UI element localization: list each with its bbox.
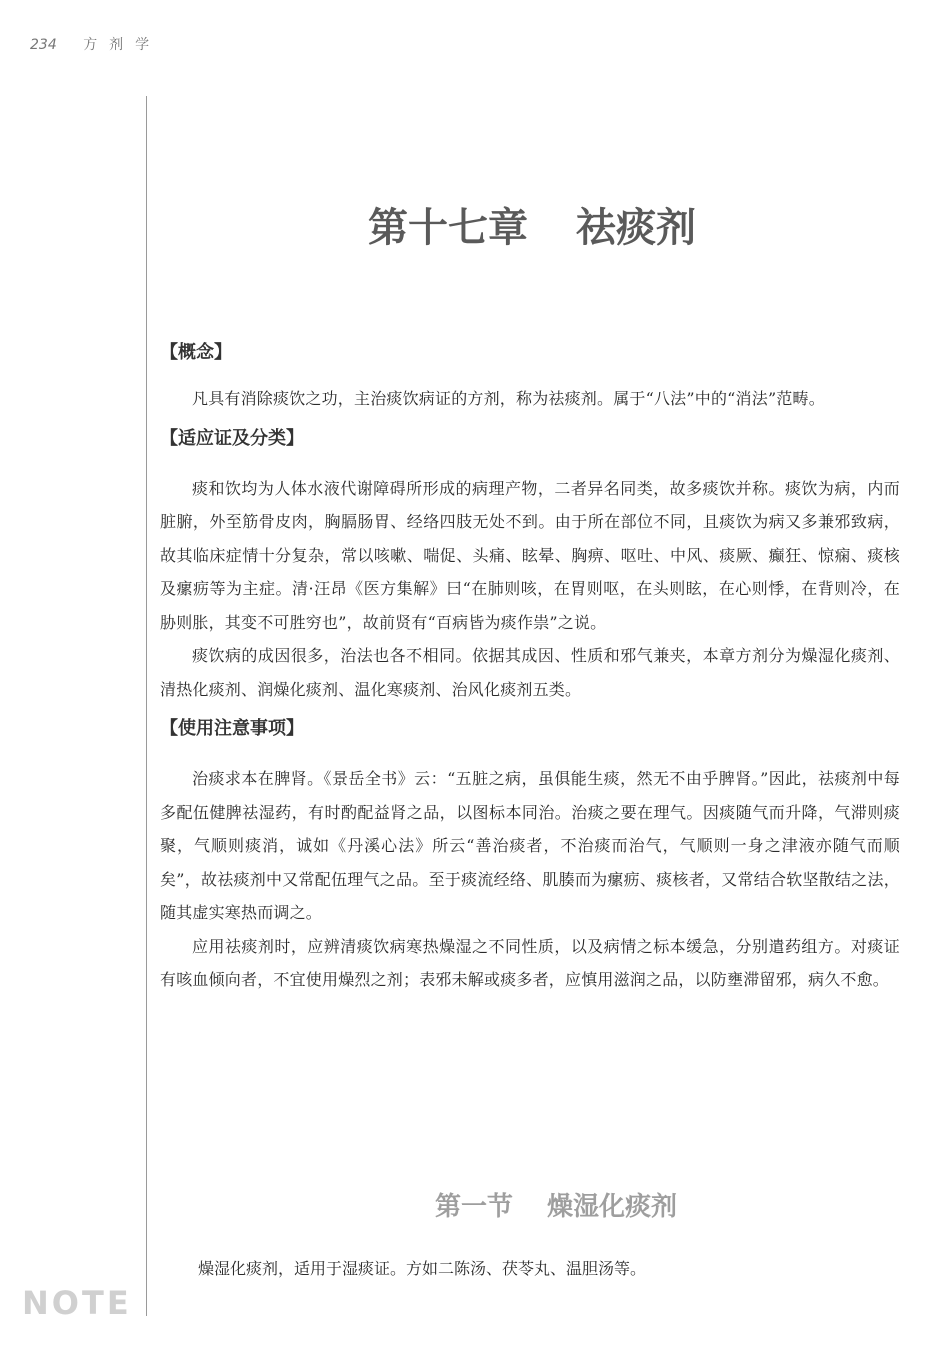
section-intro: 燥湿化痰剂，适用于湿痰证。方如二陈汤、茯苓丸、温胆汤等。 — [198, 1259, 647, 1278]
margin-rule — [146, 96, 147, 1316]
chapter-title — [0, 196, 950, 253]
paragraph: 治痰求本在脾肾。《景岳全书》云：“五脏之病，虽俱能生痰，然无不由乎脾肾。”因此，祛痰剂中每多配伍健脾祛湿药，有时酌配益肾之品，以图标本同治。治痰之要在理气。因痰随气而升降，气滞则痰聚，气顺则痰消，诚如《丹溪心法》所云“善治痰者，不治痰而治气，气顺则一身之津液亦随气而顺矣”，故祛痰剂中又常配伍理气之品。至于痰流经络、肌腠而为瘰疬、痰核者，又常结合软坚散结之法，随其虚实寒热而调之。 — [160, 769, 900, 922]
section-heading: 【使用注意事项】 — [160, 718, 304, 739]
paragraph: 痰和饮均为人体水液代谢障碍所形成的病理产物，二者异名同类，故多痰饮并称。痰饮为病，内而脏腑，外至筋骨皮肉，胸膈肠胃、经络四肢无处不到。由于所在部位不同，且痰饮为病又多兼邪致病，故其临床症情十分复杂，常以咳嗽、喘促、头痛、眩晕、胸痹、呕吐、中风、痰厥、癫狂、惊痫、痰核及瘰疬等为主症。清·汪昂《医方集解》曰“在肺则咳，在胃则呕，在头则眩，在心则悸，在背则冷，在胁则胀，其变不可胜穷也”，故前贤有“百病皆为痰作祟”之说。 — [160, 478, 900, 632]
section-title — [146, 1186, 950, 1223]
section-heading: 【适应证及分类】 — [160, 427, 304, 449]
book-title: 方剂学 — [83, 37, 162, 53]
section-heading: 【概念】 — [160, 342, 232, 363]
indications-section — [160, 424, 900, 707]
section-name: 燥湿化痰剂 — [547, 1192, 678, 1222]
precautions-section — [160, 714, 900, 997]
paragraph: 应用祛痰剂时，应辨清痰饮病寒热燥湿之不同性质，以及病情之标本缓急，分别遣药组方。对痰证有咳血倾向者，不宜使用燥烈之剂；表邪未解或痰多者，应慎用滋润之品，以防壅滞留邪，病久不愈。 — [160, 936, 900, 989]
chapter-name: 祛痰剂 — [576, 205, 696, 251]
concept-section — [160, 338, 900, 416]
page-header — [30, 34, 161, 54]
paragraph: 痰饮病的成因很多，治法也各不相同。依据其成因、性质和邪气兼夹，本章方剂分为燥湿化痰剂、清热化痰剂、润燥化痰剂、温化寒痰剂、治风化痰剂五类。 — [160, 646, 900, 699]
chapter-number: 第十七章 — [368, 205, 528, 251]
paragraph: 凡具有消除痰饮之功，主治痰饮病证的方剂，称为祛痰剂。属于“八法”中的“消法”范畴。 — [192, 389, 825, 408]
page-number: 234 — [30, 37, 57, 53]
note-mark: NOTE — [22, 1284, 132, 1322]
section-number: 第一节 — [434, 1192, 513, 1222]
chapter-body — [160, 338, 900, 1003]
